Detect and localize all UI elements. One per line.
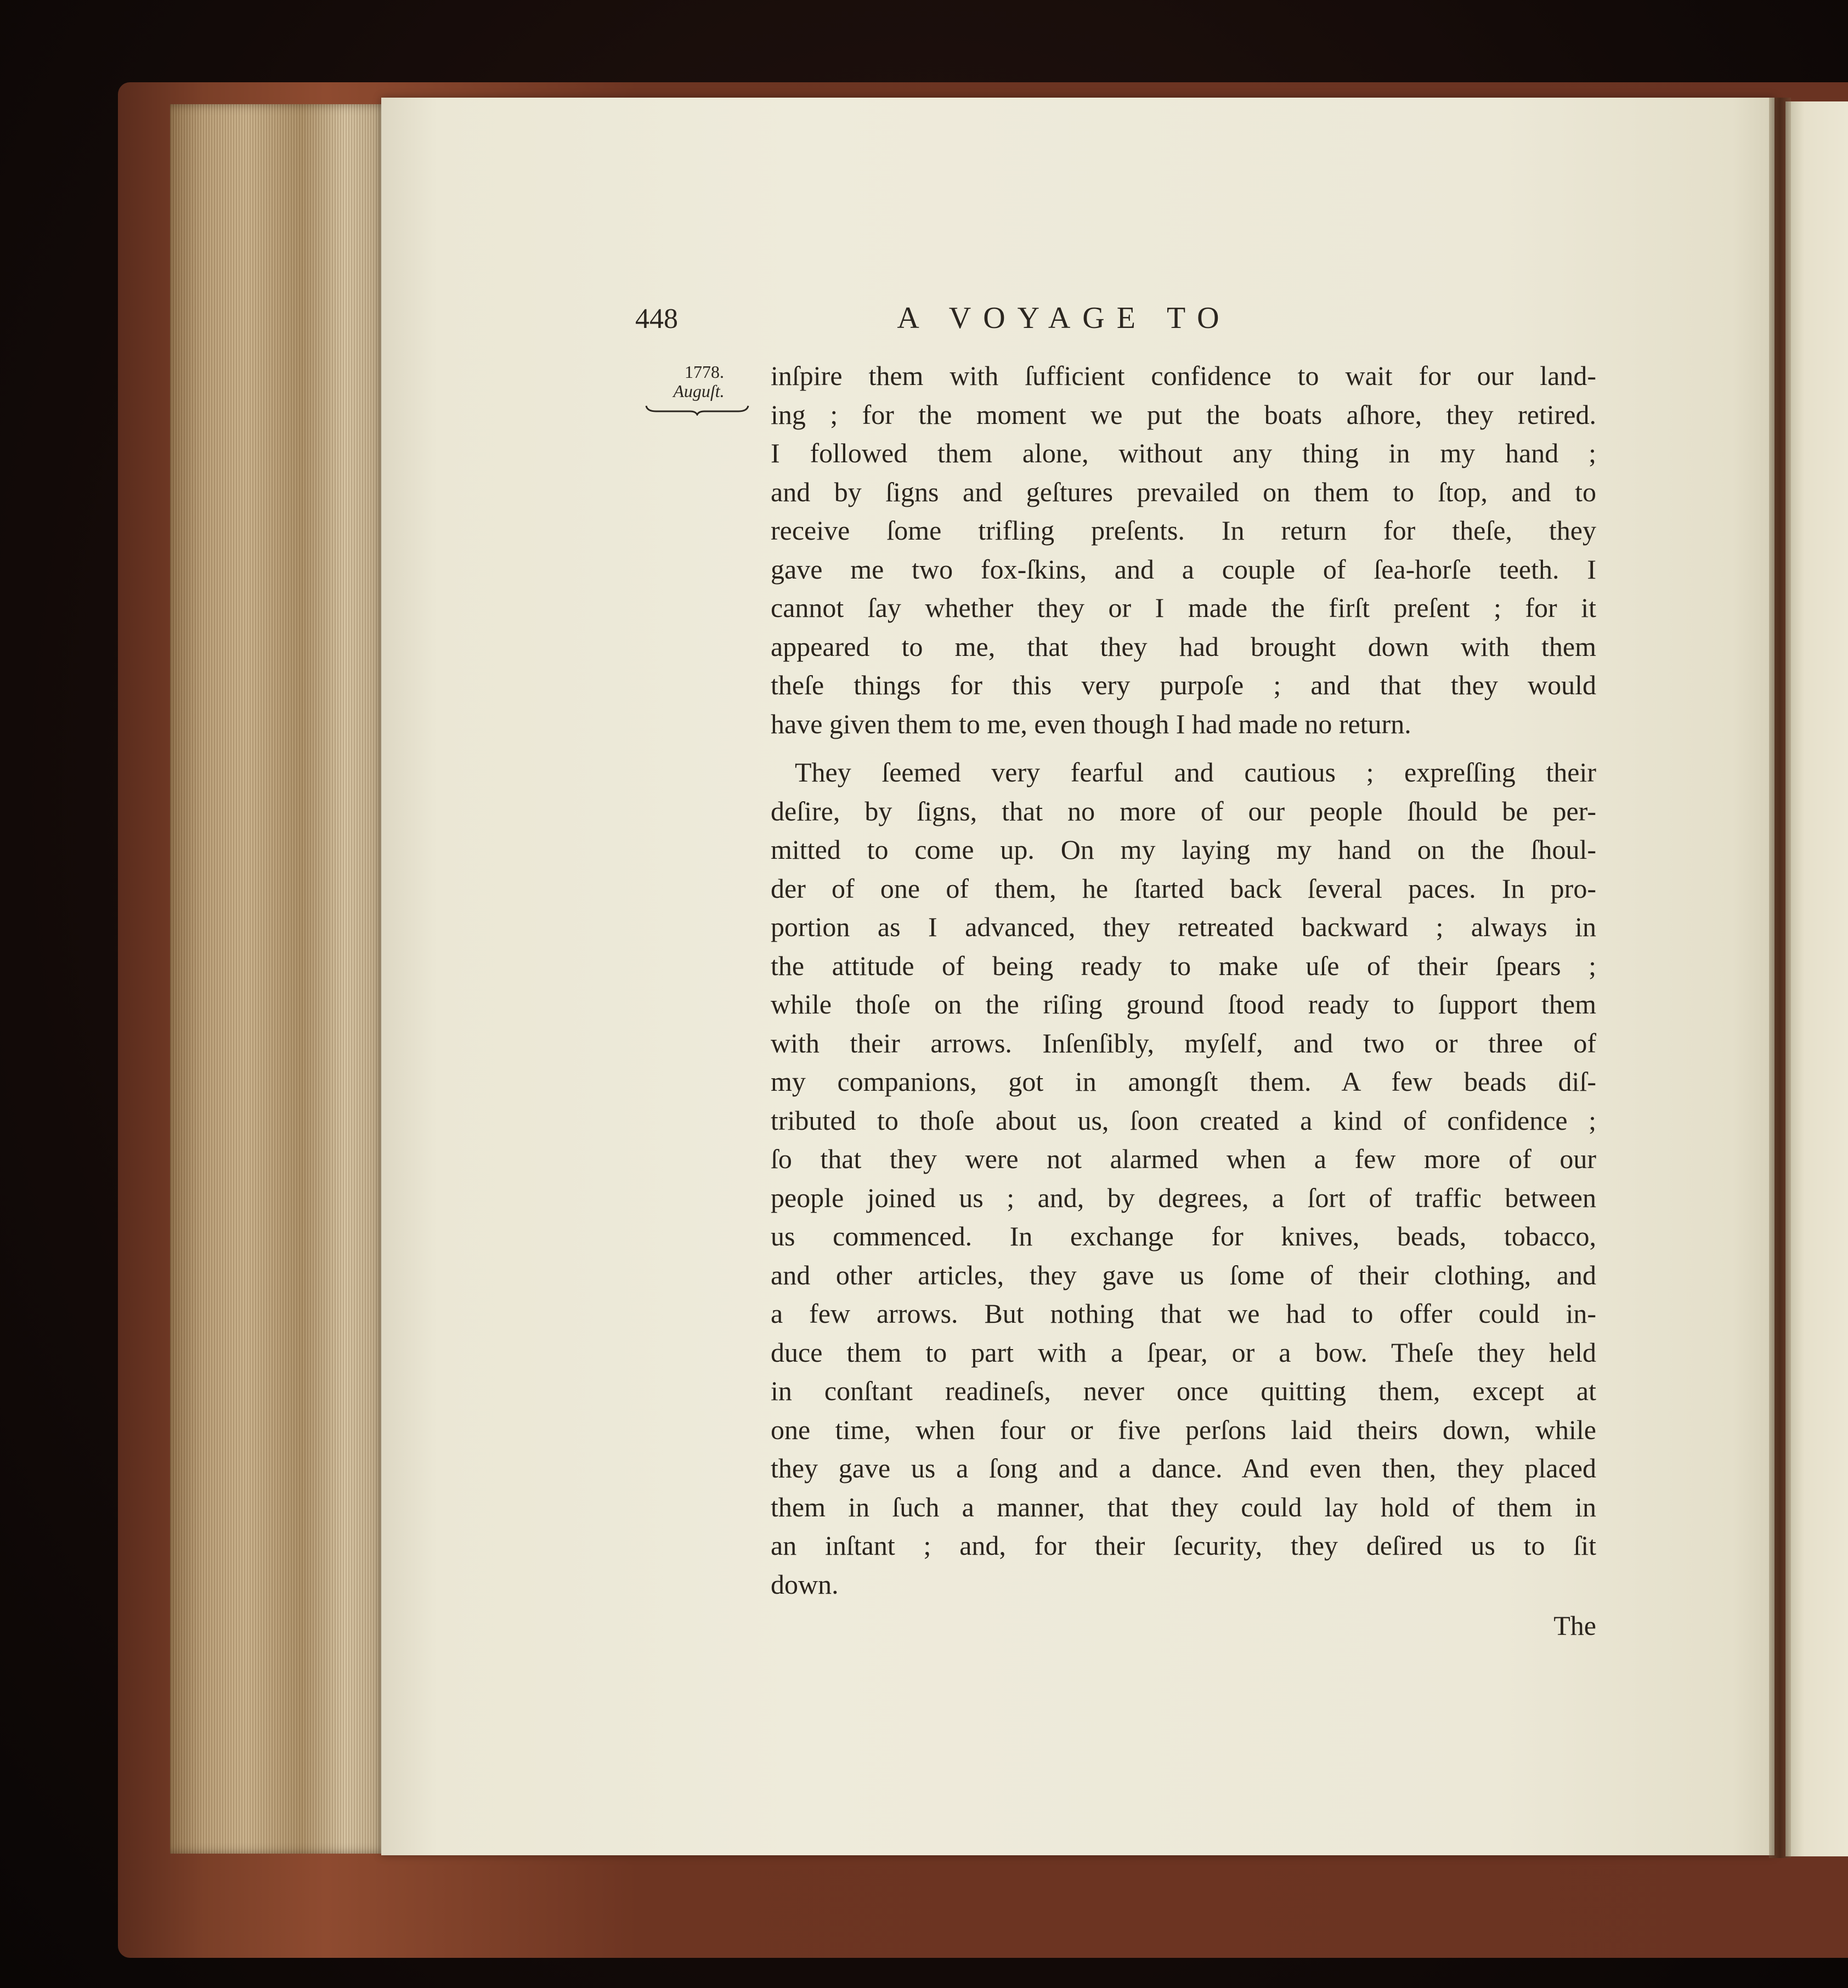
margin-year: 1778. bbox=[685, 362, 724, 382]
text-line: portion as I advanced, they retreated backward ; always in bbox=[771, 911, 1596, 942]
margin-month: Auguſt. bbox=[673, 381, 725, 401]
text-line: and other articles, they gave us ſome of their clothing, and bbox=[771, 1259, 1596, 1290]
text-line: ſo that they were not alarmed when a few more of our bbox=[771, 1143, 1596, 1174]
body-text bbox=[771, 356, 1596, 1604]
text-line: while thoſe on the riſing ground ſtood ready to ſupport them bbox=[771, 989, 1596, 1020]
page-edges bbox=[170, 104, 389, 1854]
text-line: theſe things for this very purpoſe ; and that they would bbox=[771, 670, 1596, 700]
text-line: them in ſuch a manner, that they could lay hold of them in bbox=[771, 1491, 1596, 1522]
text-line: ing ; for the moment we put the boats aſhore, they retired. bbox=[771, 399, 1596, 430]
text-line: tributed to thoſe about us, ſoon created a kind of confidence ; bbox=[771, 1105, 1596, 1136]
text-line: der of one of them, he ſtarted back ſeveral paces. In pro- bbox=[771, 873, 1596, 904]
text-line: duce them to part with a ſpear, or a bow. Theſe they held bbox=[771, 1336, 1596, 1368]
text-line: appeared to me, that they had brought down with them bbox=[771, 631, 1596, 662]
text-line: gave me two fox-ſkins, and a couple of ſea-horſe teeth. I bbox=[771, 553, 1596, 585]
text-line: They ſeemed very fearful and cautious ; expreſſing their bbox=[795, 757, 1596, 788]
text-line: mitted to come up. On my laying my hand on the ſhoul- bbox=[771, 834, 1596, 865]
text-line: deſire, by ſigns, that no more of our people ſhould be per- bbox=[771, 795, 1596, 826]
text-line: people joined us ; and, by degrees, a ſort of traffic between bbox=[771, 1182, 1596, 1213]
text-line: cannot ſay whether they or I made the firſt preſent ; for it bbox=[771, 592, 1596, 623]
text-line: with their arrows. Inſenſibly, myſelf, and two or three of bbox=[771, 1027, 1596, 1058]
text-line: an inſtant ; and, for their ſecurity, they deſired us to ſit bbox=[771, 1530, 1596, 1561]
brace-icon bbox=[645, 404, 749, 416]
text-line: I followed them alone, without any thing in my hand ; bbox=[771, 438, 1596, 468]
text-line: my companions, got in amongſt them. A few beads diſ- bbox=[771, 1066, 1596, 1097]
text-line: the attitude of being ready to make uſe of their ſpears ; bbox=[771, 950, 1596, 981]
paragraph-gap bbox=[771, 743, 1596, 753]
catchword: The bbox=[1553, 1610, 1596, 1641]
text-line: one time, when four or five perſons laid theirs down, while bbox=[771, 1414, 1596, 1445]
page-number: 448 bbox=[635, 303, 678, 335]
book-gutter bbox=[1769, 98, 1791, 1858]
margin-date-note bbox=[641, 362, 757, 416]
text-line: inſpire them with ſufficient confidence to wait for our land- bbox=[771, 360, 1596, 391]
text-line: receive ſome trifling preſents. In return for theſe, they bbox=[771, 515, 1596, 546]
running-head: A VOYAGE TO bbox=[897, 301, 1231, 335]
text-line: in conſtant readineſs, never once quitting them, except at bbox=[771, 1375, 1596, 1406]
text-line: a few arrows. But nothing that we had to offer could in- bbox=[771, 1298, 1596, 1329]
text-line: have given them to me, even though I had made no return. bbox=[771, 708, 1411, 739]
text-line: down. bbox=[771, 1568, 839, 1600]
text-line: us commenced. In exchange for knives, beads, tobacco, bbox=[771, 1221, 1596, 1251]
facing-page-edge bbox=[1785, 101, 1848, 1856]
text-line: and by ſigns and geſtures prevailed on them to ſtop, and to bbox=[771, 476, 1596, 507]
text-line: they gave us a ſong and a dance. And even then, they placed bbox=[771, 1453, 1596, 1483]
